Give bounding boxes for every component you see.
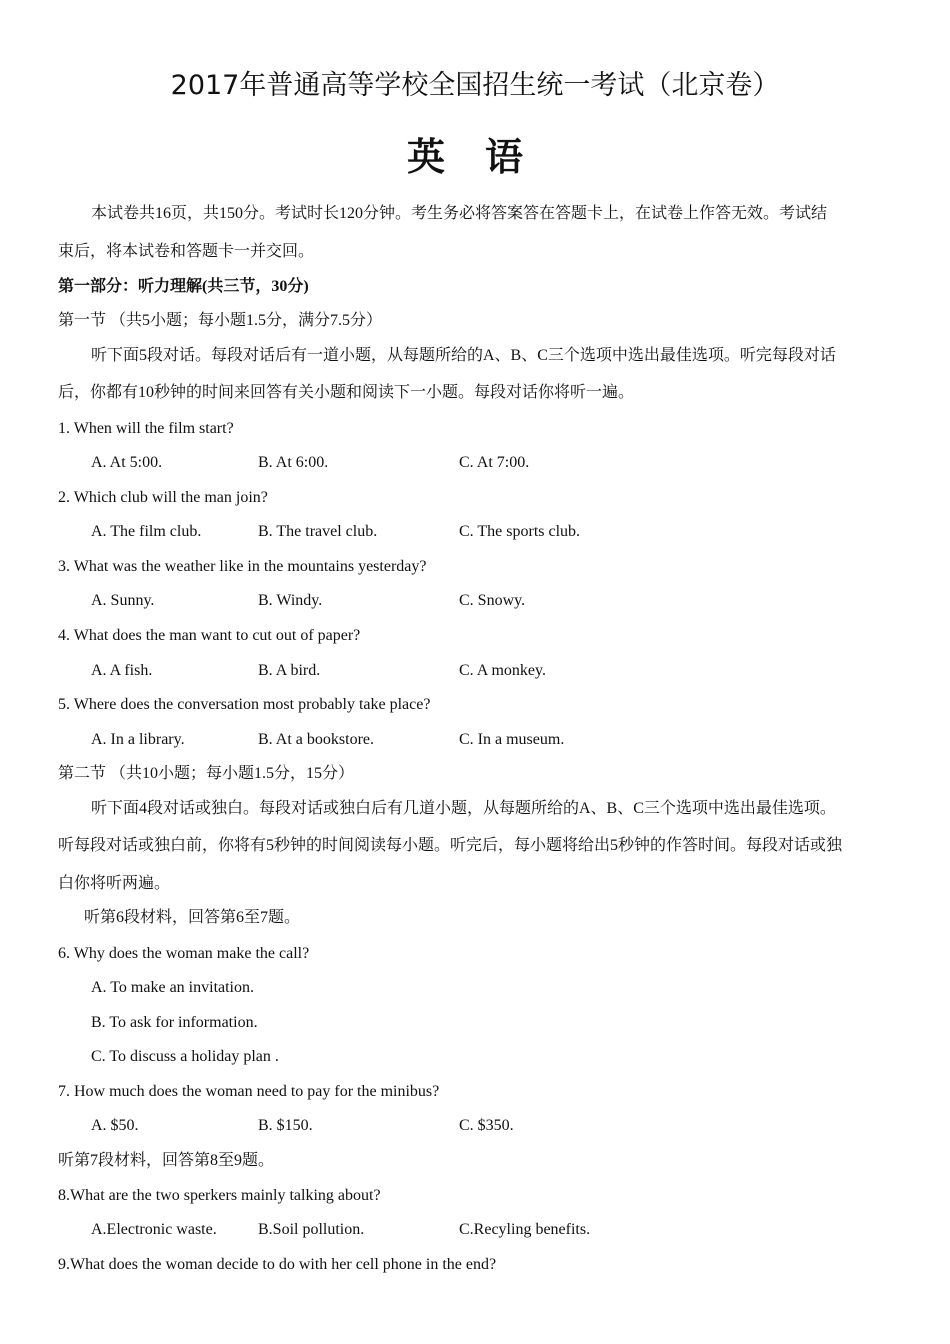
- question-text: 6. Why does the woman make the call?: [58, 945, 310, 962]
- option-a: A. At 5:00.: [91, 454, 163, 471]
- section-heading: 第一节 （共5小题；每小题1.5分，满分7.5分）: [58, 312, 383, 329]
- question-text: 7. How much does the woman need to pay for the minibus?: [58, 1083, 440, 1100]
- section-instructions: 听下面4段对话或独白。每段对话或独白后有几道小题，从每题所给的A、B、C三个选项中选出最佳选项。: [91, 800, 836, 817]
- intro-text-continued: 束后，将本试卷和答题卡一并交回。: [58, 243, 315, 260]
- question-text: 1. When will the film start?: [58, 420, 234, 437]
- option-b: B. A bird.: [258, 662, 321, 679]
- option-a: A. Sunny.: [91, 592, 155, 609]
- option-c: C. To discuss a holiday plan .: [91, 1048, 279, 1065]
- option-c: C. Snowy.: [459, 592, 526, 609]
- option-a: A. A fish.: [91, 662, 153, 679]
- option-b: B. At 6:00.: [258, 454, 329, 471]
- option-c: C. The sports club.: [459, 523, 581, 540]
- option-b: B.Soil pollution.: [258, 1221, 365, 1238]
- section-instructions-continued: 后，你都有10秒钟的时间来回答有关小题和阅读下一小题。每段对话你将听一遍。: [58, 384, 635, 401]
- option-a: A. In a library.: [91, 731, 185, 748]
- section-heading: 第二节 （共10小题；每小题1.5分，15分）: [58, 765, 355, 782]
- question-text: 2. Which club will the man join?: [58, 489, 268, 506]
- material-note: 听第7段材料，回答第8至9题。: [58, 1152, 275, 1169]
- option-a: A. The film club.: [91, 523, 202, 540]
- option-a: A. To make an invitation.: [91, 979, 254, 996]
- question-text: 9.What does the woman decide to do with her cell phone in the end?: [58, 1256, 497, 1273]
- option-a: A.Electronic waste.: [91, 1221, 217, 1238]
- option-c: C. $350.: [459, 1117, 514, 1134]
- intro-text: 本试卷共16页，共150分。考试时长120分钟。考生务必将答案答在答题卡上，在试卷上作答无效。考试结: [91, 205, 828, 222]
- exam-title: 2017年普通高等学校全国招生统一考试（北京卷）: [170, 70, 780, 101]
- section-instructions-continued: 听每段对话或独白前，你将有5秒钟的时间阅读每小题。听完后，每小题将给出5秒钟的作答时间。每段对话或独: [58, 837, 843, 854]
- option-c: C. At 7:00.: [459, 454, 530, 471]
- subject-title: 英语: [406, 135, 563, 179]
- option-b: B. $150.: [258, 1117, 313, 1134]
- option-b: B. Windy.: [258, 592, 323, 609]
- section-instructions: 听下面5段对话。每段对话后有一道小题，从每题所给的A、B、C三个选项中选出最佳选项。听完每段对话: [91, 347, 836, 364]
- question-text: 5. Where does the conversation most probably take place?: [58, 696, 431, 713]
- option-c: C. A monkey.: [459, 662, 546, 679]
- part-heading: 第一部分：听力理解(共三节，30分): [58, 278, 309, 295]
- option-b: B. The travel club.: [258, 523, 378, 540]
- option-b: B. To ask for information.: [91, 1014, 258, 1031]
- question-text: 3. What was the weather like in the mountains yesterday?: [58, 558, 427, 575]
- material-note: 听第6段材料，回答第6至7题。: [84, 909, 301, 926]
- option-a: A. $50.: [91, 1117, 139, 1134]
- question-text: 4. What does the man want to cut out of paper?: [58, 627, 361, 644]
- option-b: B. At a bookstore.: [258, 731, 374, 748]
- option-c: C. In a museum.: [459, 731, 565, 748]
- section-instructions-continued: 白你将听两遍。: [58, 875, 171, 892]
- question-text: 8.What are the two sperkers mainly talking about?: [58, 1187, 381, 1204]
- option-c: C.Recyling benefits.: [459, 1221, 591, 1238]
